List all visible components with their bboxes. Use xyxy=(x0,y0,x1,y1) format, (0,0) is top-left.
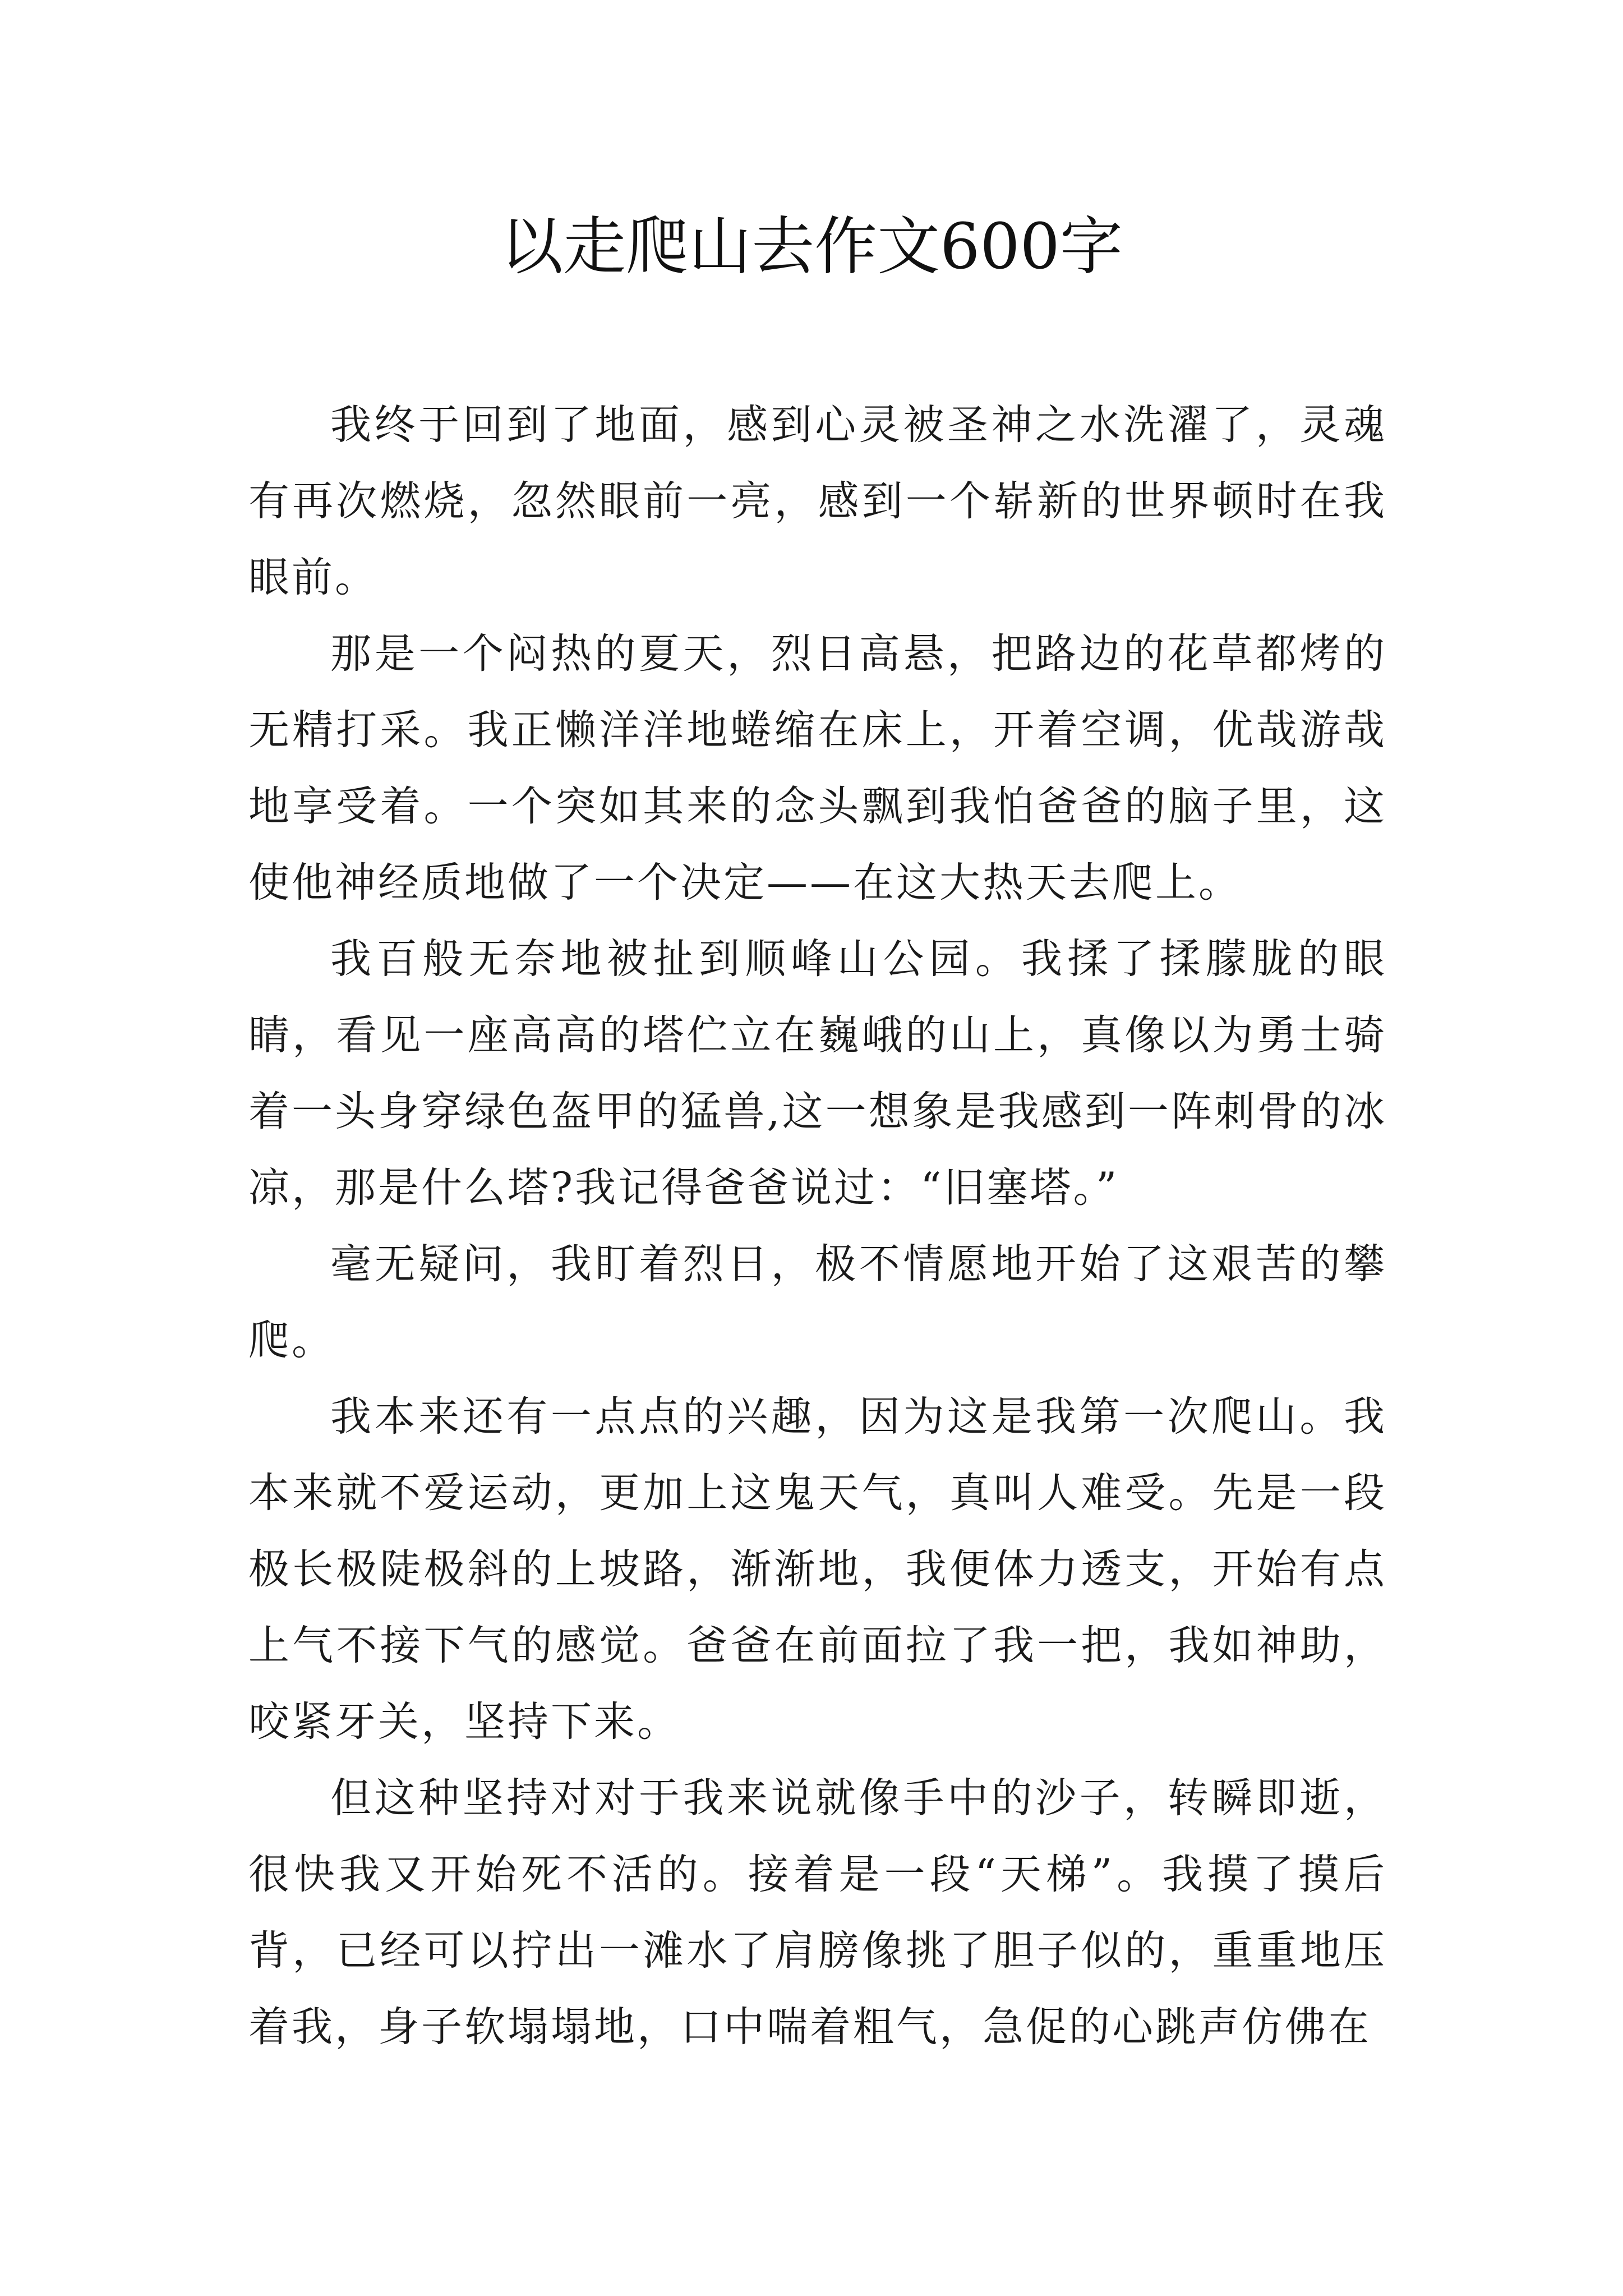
paragraph: 毫无疑问，我盯着烈日，极不情愿地开始了这艰苦的攀爬。 xyxy=(248,1240,1387,1364)
paragraph: 那是一个闷热的夏天，烈日高悬，把路边的花草都烤的无精打采。我正懒洋洋地蜷缩在床上，开着空调，优哉游哉地享受着。一个突如其来的念头飘到我怕爸爸的脑子里，这使他神经质地做了一个决定——在这大热天去爬上。 xyxy=(248,630,1387,907)
document-body xyxy=(248,387,1387,2065)
paragraph: 我本来还有一点点的兴趣，因为这是我第一次爬山。我本来就不爱运动，更加上这鬼天气，真叫人难受。先是一段极长极陡极斜的上坡路，渐渐地，我便体力透支，开始有点上气不接下气的感觉。爸爸在前面拉了我一把，我如神助，咬紧牙关，坚持下来。 xyxy=(248,1393,1387,1746)
paragraph: 我终于回到了地面，感到心灵被圣神之水洗濯了，灵魂有再次燃烧，忽然眼前一亮，感到一个崭新的世界顿时在我眼前。 xyxy=(248,401,1387,601)
paragraph: 我百般无奈地被扯到顺峰山公园。我揉了揉朦胧的眼睛，看见一座高高的塔伫立在巍峨的山上，真像以为勇士骑着一头身穿绿色盔甲的猛兽,这一想象是我感到一阵刺骨的冰凉，那是什么塔?我记得爸爸说过：“旧塞塔。” xyxy=(248,935,1387,1212)
document-title: 以走爬山去作文600字 xyxy=(500,210,1123,283)
paragraph: 但这种坚持对对于我来说就像手中的沙子，转瞬即逝，很快我又开始死不活的。接着是一段“天梯”。我摸了摸后背，已经可以拧出一滩水了肩膀像挑了胆子似的，重重地压着我，身子软塌塌地，口中喘着粗气，急促的心跳声仿佛在 xyxy=(248,1774,1387,2051)
